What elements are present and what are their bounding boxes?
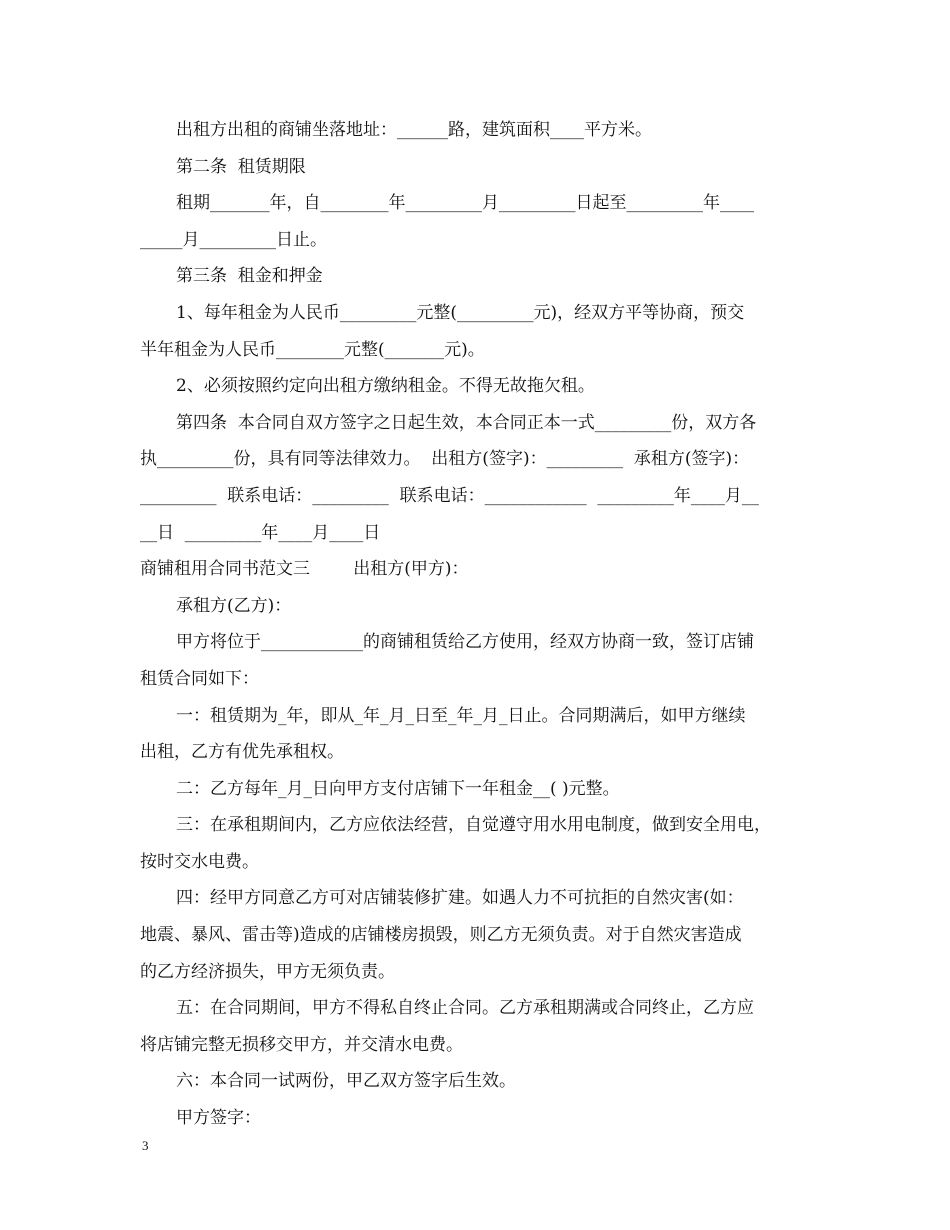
signature-label: 甲方签字： [176,1108,261,1129]
paragraph-line: 四：经甲方同意乙方可对店铺装修扩建。如遇人力不可抗拒的自然灾害(如： [176,888,744,909]
paragraph-line: 按时交水电费。 [140,851,259,872]
paragraph-line: 五：在合同期间，甲方不得私自终止合同。乙方承租期满或合同终止，乙方应 [176,998,754,1019]
paragraph-line: 承租方(乙方)： [176,595,292,616]
paragraph-line: __日 _________年____月____日 [140,522,381,543]
paragraph-line: 租期_______年，自________年_________月_________日起至_________年____ [176,193,754,214]
paragraph-line: 执_________份，具有同等法律效力。 出租方(签字)：_________ 承租方(签字)： [140,449,750,470]
paragraph-line: 甲方将位于____________的商铺租赁给乙方使用，经双方协商一致，签订店铺 [176,632,754,653]
paragraph-line: 出租方出租的商铺坐落地址：______路，建筑面积____平方米。 [176,120,652,140]
paragraph-line: 2、必须按照约定向出租方缴纳租金。不得无故拖欠租。 [176,376,595,397]
paragraph-line: 将店铺完整无损移交甲方，并交清水电费。 [140,1034,463,1055]
paragraph-line: 租赁合同如下： [140,668,259,689]
paragraph-line: 地震、暴风、雷击等)造成的店铺楼房损毁，则乙方无须负责。对于自然灾害造成 [140,925,742,946]
document-subtitle: 商铺租用合同书范文三 出租方(甲方)： [140,559,469,580]
paragraph-line: 半年租金为人民币________元整(_______元)。 [140,339,485,360]
section-heading: 第三条 租金和押金 [176,266,323,287]
paragraph-line: _____月_________日止。 [140,229,327,250]
paragraph-line: 一：租赁期为_年，即从_年_月_日至_年_月_日止。合同期满后，如甲方继续 [176,705,746,726]
section-heading: 第二条 租赁期限 [176,156,306,177]
paragraph-line: 第四条 本合同自双方签字之日起生效，本合同正本一式_________份，双方各 [176,412,757,433]
paragraph-line: 1、每年租金为人民币_________元整(_________元)，经双方平等协商，预交 [176,302,745,323]
paragraph-line: 六：本合同一试两份，甲乙双方签字后生效。 [176,1071,516,1092]
page-number: 3 [142,1138,149,1153]
document-body [140,112,812,1137]
paragraph-line: 二：乙方每年_月_日向甲方支付店铺下一年租金__( )元整。 [176,778,620,799]
paragraph-line: 出租，乙方有优先承租权。 [140,742,344,763]
paragraph-line: 的乙方经济损失，甲方无须负责。 [140,961,395,982]
paragraph-line: 三：在承租期间内，乙方应依法经营，自觉遵守用水用电制度，做到安全用电， [176,815,771,836]
paragraph-line: _________ 联系电话：_________ 联系电话：____________ _________年____月__ [140,485,759,506]
